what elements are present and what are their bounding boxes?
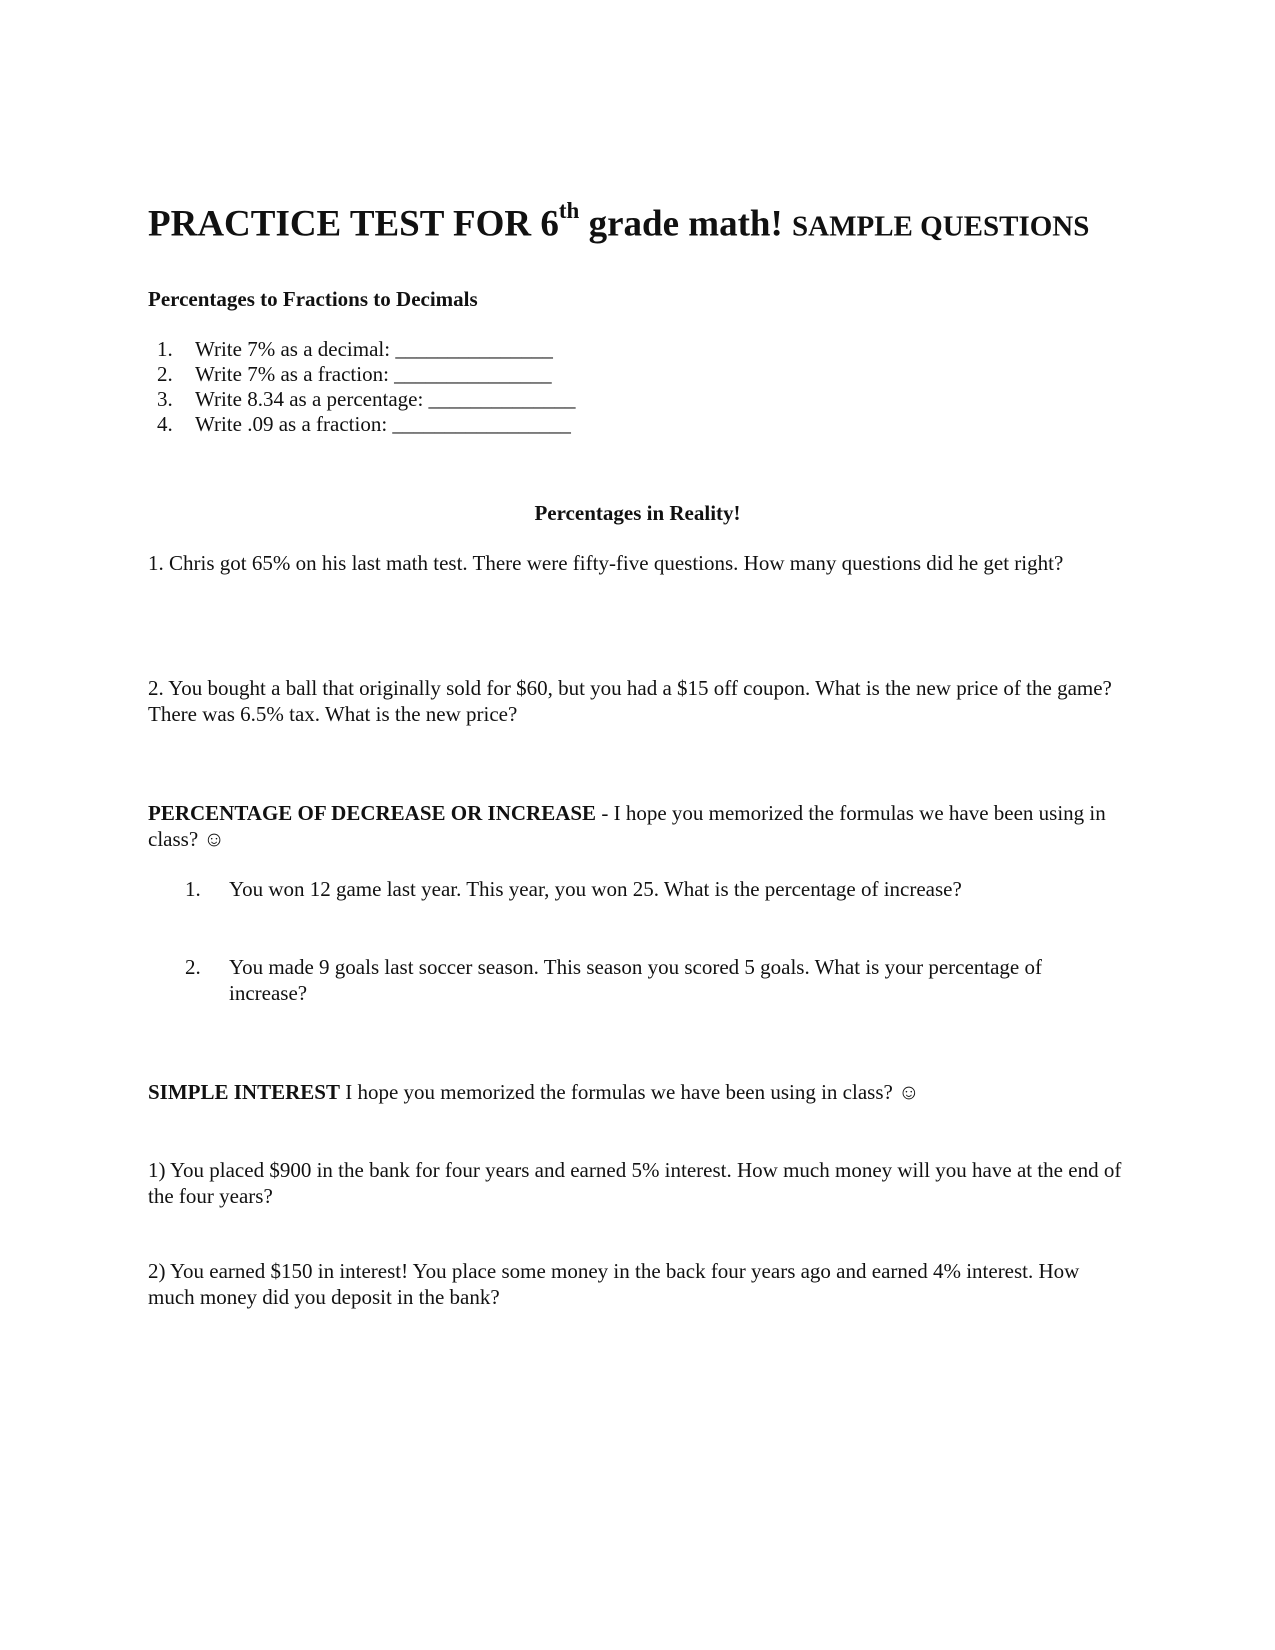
list-item-number: 2. [185, 955, 201, 979]
reality-question-1: 1. Chris got 65% on his last math test. There were fifty-five questions. How many questions did he get right? [148, 551, 1064, 575]
title-subtitle: SAMPLE QUESTIONS [792, 210, 1090, 243]
list-item-text: Write 7% as a decimal: _______________ [195, 337, 553, 361]
section4-intro-text: I hope you memorized the formulas we have been using in class? ☺ [339, 1080, 920, 1104]
list-item-number: 1. [185, 877, 201, 901]
list-item [157, 414, 571, 435]
list-item-number: 2. [157, 362, 173, 386]
section4-intro [148, 1079, 1123, 1105]
page-title [148, 198, 1090, 245]
list-item [157, 339, 553, 360]
interest-question-1: 1) You placed $900 in the bank for four years and earned 5% interest. How much money will you have at the end of the four years? [148, 1158, 1122, 1208]
list-item-number: 4. [157, 412, 173, 436]
list-item [157, 364, 552, 385]
section4-heading: SIMPLE INTEREST [148, 1080, 340, 1104]
interest-question-2: 2) You earned $150 in interest! You place some money in the back four years ago and earned 4% interest. How much money did you deposit in the bank? [148, 1259, 1080, 1309]
section2-heading: Percentages in Reality! [534, 501, 741, 525]
section3-intro [148, 800, 1123, 852]
list-item-text: Write 7% as a fraction: _______________ [195, 362, 552, 386]
title-main-suffix: grade math! [579, 203, 783, 245]
list-item [185, 954, 1125, 1006]
section1-heading: Percentages to Fractions to Decimals [148, 287, 478, 311]
title-main-prefix: PRACTICE TEST FOR 6 [148, 203, 559, 245]
section3-heading: PERCENTAGE OF DECREASE OR INCREASE [148, 801, 597, 825]
list-item-text: Write .09 as a fraction: _________________ [195, 412, 571, 436]
list-item [157, 389, 576, 410]
list-item-number: 1. [157, 337, 173, 361]
list-item-number: 3. [157, 387, 173, 411]
section3-intro-text: - I hope you memorized the formulas we have been using in class? ☺ [148, 801, 1106, 851]
list-item-text: You made 9 goals last soccer season. This season you scored 5 goals. What is your percentage of increase? [229, 955, 1042, 1005]
reality-question-2: 2. You bought a ball that originally sold for $60, but you had a $15 off coupon. What is the new price of the game? There was 6.5% tax. What is the new price? [148, 676, 1112, 726]
list-item-text: You won 12 game last year. This year, you won 25. What is the percentage of increase? [229, 877, 962, 901]
title-superscript: th [558, 198, 580, 223]
list-item [185, 876, 1125, 902]
list-item-text: Write 8.34 as a percentage: ______________ [195, 387, 576, 411]
